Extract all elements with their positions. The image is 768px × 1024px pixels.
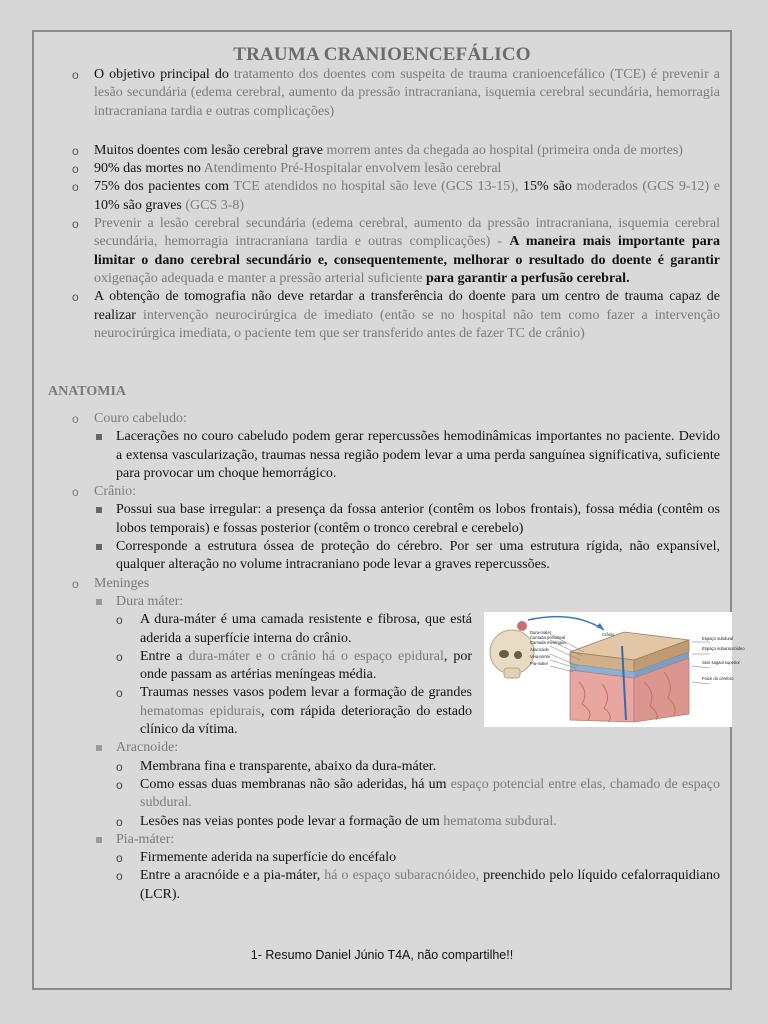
- figure-label: Pia-máter: [530, 661, 549, 666]
- list-item: o Lesões nas veias pontes pode levar a formação de um hematoma subdural.: [116, 813, 720, 831]
- pia-heading: Pia-máter:: [94, 831, 720, 849]
- figure-label: Camada periosteal: [530, 635, 566, 640]
- skull-icon: [490, 621, 534, 678]
- list-item: o Firmemente aderida na superfície do encéfalo: [116, 849, 720, 867]
- list-item: o Como essas duas membranas não são aderidas, há um espaço potencial entre elas, chamado de espaço subdural.: [116, 776, 720, 811]
- bullet-marker: o: [72, 485, 79, 500]
- square-bullet: [96, 507, 102, 513]
- page-title: TRAUMA CRANIOENCEFÁLICO: [233, 44, 531, 65]
- bullet-marker: o: [116, 649, 123, 664]
- figure-label: Espaço subaracnóideo: [702, 646, 745, 651]
- section-heading-anatomia: ANATOMIA: [48, 384, 127, 399]
- square-bullet: [96, 599, 102, 605]
- list-item: o O objetivo principal do tratamento dos doentes com suspeita de trauma cranioencefálico (TCE) é prevenir a lesão secundária (edema cerebral, aumento da pressão intracraniana, isquemia cerebral secundária, hemorragia intracraniana tardia e outras complicações): [72, 66, 720, 121]
- figure-label: Dura-máter: [530, 630, 552, 635]
- intro-list: [72, 66, 720, 343]
- document-page: [32, 30, 745, 990]
- bullet-marker: o: [116, 777, 123, 792]
- square-bullet: [96, 434, 102, 440]
- figure-label: Foice do cérebro: [702, 676, 734, 681]
- bullet-marker: o: [116, 869, 123, 884]
- list-item: o Membrana fina e transparente, abaixo da dura-máter.: [116, 758, 720, 776]
- dura-heading: Dura máter:: [94, 593, 720, 611]
- bullet-marker: o: [116, 686, 123, 701]
- square-bullet: [96, 837, 102, 843]
- list-item: Possui sua base irregular: a presença da fossa anterior (contêm os lobos frontais), fossa média (contêm os lobos temporais) e fossas posterior (contêm o tronco cerebral e cerebelo): [94, 501, 720, 538]
- bullet-marker: o: [72, 576, 79, 591]
- list-item: o Prevenir a lesão cerebral secundária (edema cerebral, aumento da pressão intracraniana, isquemia cerebral secundária, hemorragia intracraniana tardia e outras complicações) - A maneira mais importante para limitar o dano cerebral secundário e, consequentemente, melhorar o resultado do doente é garantir oxigenação adequada e manter a pressão arterial suficiente para garantir a perfusão cerebral.: [72, 215, 720, 288]
- footer-note: 1- Resumo Daniel Júnio T4A, não compartilhe!!: [250, 948, 514, 962]
- cranio-heading: o Crânio:: [72, 483, 720, 501]
- list-item: o A dura-máter é uma camada resistente e fibrosa, que está aderida a superfície interna do crânio.: [116, 612, 472, 646]
- bullet-marker: o: [116, 613, 123, 628]
- list-item: o 75% dos pacientes com TCE atendidos no hospital são leve (GCS 13-15), 15% são moderados (GCS 9-12) e 10% são graves (GCS 3-8): [72, 178, 720, 215]
- meninges-illustration: [484, 612, 745, 727]
- pointer-arrow: [528, 617, 604, 630]
- list-item: o Muitos doentes com lesão cerebral grave morrem antes da chegada ao hospital (primeira onda de mortes): [72, 142, 720, 160]
- square-bullet: [96, 544, 102, 550]
- figure-label: Camada meníngea: [530, 640, 566, 645]
- list-item: o 90% das mortes no Atendimento Pré-Hospitalar envolvem lesão cerebral: [72, 160, 720, 178]
- bullet-marker: o: [72, 412, 79, 426]
- list-item: o Entre a dura-máter e o crânio há o espaço epidural, por onde passam as artérias meníngeas média.: [116, 648, 472, 683]
- meninges-diagram: [484, 612, 745, 727]
- figure-label: Crânio: [602, 632, 615, 637]
- bullet-marker: o: [116, 814, 123, 829]
- couro-heading: o Couro cabeludo:: [72, 410, 720, 428]
- meninges-heading: o Meninges: [72, 575, 720, 593]
- aracnoide-heading: Aracnoide:: [94, 739, 720, 757]
- list-item: o A obtenção de tomografia não deve retardar a transferência do doente para um centro de trauma capaz de realizar intervenção neurocirúrgica de imediato (então se no hospital não tem como fazer a intervenção neurocirúrgica imediata, o paciente tem que ser transferido antes de fazer TC de crânio): [72, 288, 720, 343]
- list-item: Lacerações no couro cabeludo podem gerar repercussões hemodinâmicas importantes no paciente. Devido a extensa vascularização, traumas nessa região podem levar a uma perda sanguínea significativa, suficiente para provocar um choque hemorrágico.: [94, 428, 720, 483]
- figure-label: Seio sagital superior: [702, 660, 740, 665]
- meninges-block: [570, 632, 689, 722]
- bullet-marker: o: [116, 759, 123, 774]
- list-item: o Entre a aracnóide e a pia-máter, há o espaço subaracnóideo, preenchido pelo líquido cefalorraquidiano (LCR).: [116, 868, 720, 902]
- square-bullet: [96, 745, 102, 751]
- list-item: o Traumas nesses vasos podem levar a formação de grandes hematomas epidurais, com rápida deterioração do estado clínico da vítima.: [116, 685, 472, 738]
- list-item: Corresponde a estrutura óssea de proteção do cérebro. Por ser uma estrutura rígida, não expansível, qualquer alteração no volume intracraniano pode levar a graves repercussões.: [94, 538, 720, 575]
- figure-label: Aracnoide: [530, 647, 549, 652]
- figure-label: Veia-ponte: [530, 654, 551, 659]
- figure-label: Espaço subdural: [702, 636, 734, 641]
- bullet-marker: o: [116, 851, 123, 866]
